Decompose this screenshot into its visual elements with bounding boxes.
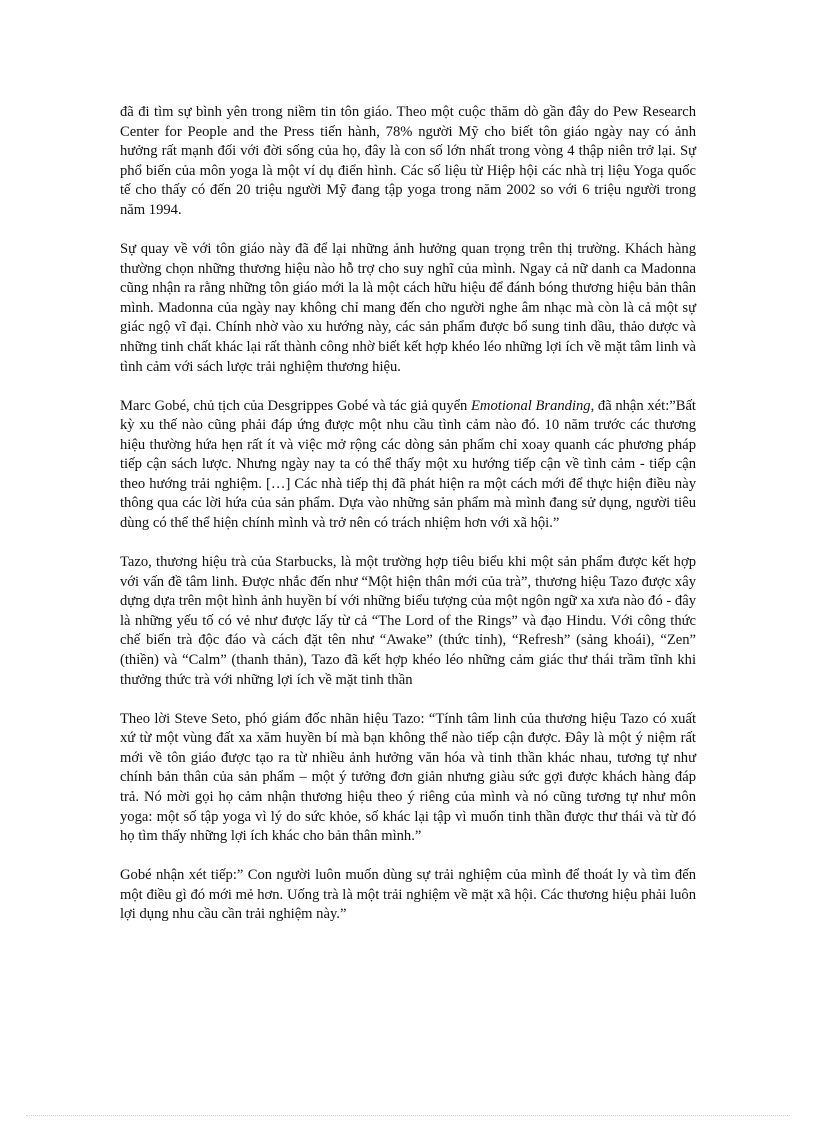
document-body xyxy=(120,103,696,925)
book-title: Emotional Branding xyxy=(471,397,591,414)
paragraph-religion-survey: đã đi tìm sự bình yên trong niềm tin tôn giáo. Theo một cuộc thăm dò gần đây do Pew Research Center for People and the Press tiến hành, 78% người Mỹ cho biết tôn giáo ngày nay có ảnh hưởng rất mạnh đối với đời sống của họ, đây là con số lớn nhất trong vòng 4 thập niên trở lại. Sự phổ biến của môn yoga là một ví dụ điển hình. Các số liệu từ Hiệp hội các nhà trị liệu Yoga quốc tế cho thấy có đến 20 triệu người Mỹ đang tập yoga trong năm 2002 so với 6 triệu người trong năm 1994. xyxy=(120,104,696,218)
paragraph-gobe-quote xyxy=(120,397,696,534)
paragraph-market-influence: Sự quay về với tôn giáo này đã để lại những ảnh hưởng quan trọng trên thị trường. Khách hàng thường chọn những thương hiệu nào hỗ trợ cho suy nghĩ của mình. Ngay cả nữ danh ca Madonna cũng nhận ra rằng những tôn giáo mới la là một cách hữu hiệu để đánh bóng thương hiệu bản thân mình. Madonna của ngày nay không chỉ mang đến cho người nghe âm nhạc mà còn là cả một sự giác ngộ vĩ đại. Chính nhờ vào xu hướng này, các sản phẩm được bổ sung tinh dầu, thảo dược và những tinh chất khác lại rất thành công nhờ biết kết hợp khéo léo những lợi ích về mặt tâm linh và tình cảm với sách lược trải nghiệm thương hiệu. xyxy=(120,240,696,375)
paragraph-steve-seto-quote: Theo lời Steve Seto, phó giám đốc nhãn hiệu Tazo: “Tính tâm linh của thương hiệu Tazo có xuất xứ từ một vùng đất xa xăm huyền bí mà bạn không thể nào tiếp cận được. Đây là một ý niệm rất mới về tôn giáo được tạo ra từ nhiều ảnh hưởng văn hóa và tinh thần khác nhau, tương tự như chính bản thân của sản phẩm – một ý tưởng đơn giản nhưng giàu sức gợi được khách hàng đáp trả. Nó mời gọi họ cảm nhận thương hiệu theo ý riêng của mình và nó cũng tương tự như môn yoga: một số tập yoga vì lý do sức khỏe, số khác lại tập vì muốn tinh thần được thư thái và từ đó họ tìm thấy những lợi ích khác cho bản thân mình.” xyxy=(120,710,696,845)
page-bottom-rule xyxy=(26,1115,790,1116)
gobe-quote-text: , đã nhận xét:”Bất kỳ xu thế nào cũng phải đáp ứng được một nhu cầu tình cảm nào đó. 10 năm trước các thương hiệu thường hứa hẹn rất ít và việc mở rộng các dòng sản phẩm chỉ xoay quanh các phương pháp tiếp cận sách lược. Nhưng ngày nay ta có thể thấy một xu hướng tiếp cận về tình cảm - tiếp cận theo hướng trải nghiệm. […] Các nhà tiếp thị đã phát hiện ra một cách mới để thực hiện điều này thông qua các lời hứa của sản phẩm. Dựa vào những sản phẩm mà mình đang sử dụng, người tiêu dùng có thể thể hiện chính mình và trở nên có trách nhiệm hơn với xã hội.” xyxy=(120,397,696,532)
paragraph-tazo-starbucks: Tazo, thương hiệu trà của Starbucks, là một trường hợp tiêu biểu khi một sản phẩm được kết hợp với vấn đề tâm linh. Được nhắc đến như “Một hiện thân mới của trà”, thương hiệu Tazo được xây dựng dựa trên một hình ảnh huyền bí với những biểu tượng của một ngôn ngữ xa xưa nào đó - đây là những yếu tố có vẻ như được lấy từ cả “The Lord of the Rings” và đạo Hindu. Với công thức chế biến trà độc đáo và cách đặt tên như “Awake” (thức tỉnh), “Refresh” (sảng khoái), “Zen” (thiền) và “Calm” (thanh thản), Tazo đã kết hợp khéo léo những cảm giác thư thái trầm tĩnh khi thưởng thức trà với những lợi ích về mặt tinh thần xyxy=(120,554,696,688)
paragraph-gobe-conclusion: Gobé nhận xét tiếp:” Con người luôn muốn dùng sự trải nghiệm của mình để thoát ly và tìm đến một điều gì đó mới mẻ hơn. Uống trà là một trải nghiệm về mặt xã hội. Các thương hiệu phải luôn lợi dụng nhu cầu cần trải nghiệm này.” xyxy=(120,867,696,923)
gobe-quote-intro: Marc Gobé, chủ tịch của Desgrippes Gobé và tác giả quyển xyxy=(120,397,472,414)
